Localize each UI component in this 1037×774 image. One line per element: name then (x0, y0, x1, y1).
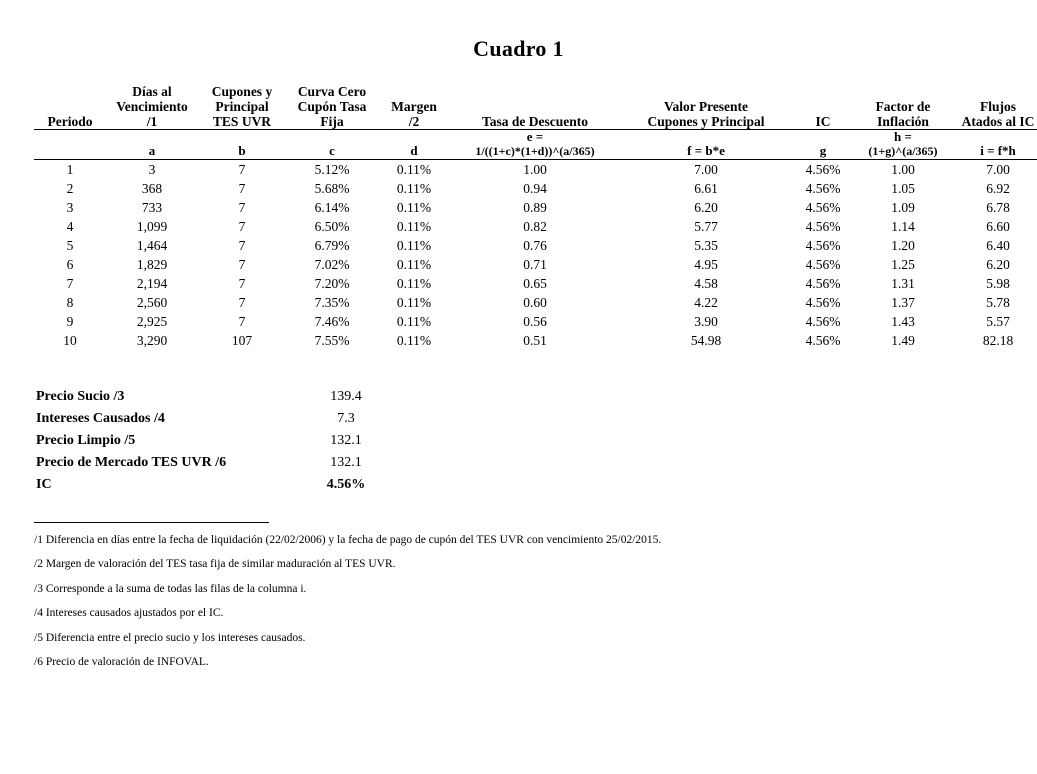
formula-cell-f (620, 130, 792, 159)
header-line: Días al (132, 84, 172, 99)
summary-value: 132.1 (330, 455, 362, 471)
header-line: Periodo (47, 114, 93, 130)
table-row (34, 160, 1037, 179)
cell-margen: 0.11% (396, 180, 432, 196)
formula-expression: (1+g)^(a/365) (868, 144, 938, 159)
cell-flujos: 6.20 (986, 256, 1010, 272)
summary-label: Intereses Causados /4 (36, 411, 165, 427)
cell-valor-presente: 54.98 (690, 332, 722, 348)
table-row (34, 255, 1037, 274)
header-line: Valor Presente (663, 99, 749, 115)
cell-curva: 7.20% (314, 275, 350, 291)
cell-curva: 6.79% (314, 237, 350, 253)
cell-dias: 3 (148, 161, 156, 177)
header-line: Curva Cero (297, 84, 367, 99)
cell-tasa: 0.82 (523, 218, 547, 234)
valuation-table (34, 84, 1037, 350)
cell-ic: 4.56% (805, 180, 841, 196)
header-line: Tasa de Descuento (481, 114, 588, 130)
header-line: Atados al IC (961, 114, 1035, 130)
cell-cupones: 7 (238, 237, 246, 253)
cell-valor-presente: 5.35 (694, 237, 718, 253)
formula-label: b (238, 143, 246, 159)
summary-label: Precio Sucio /3 (36, 389, 125, 405)
cell-dias: 1,099 (136, 218, 168, 234)
cell-flujos: 6.78 (986, 199, 1010, 215)
footnote-3: /3 Corresponde a la suma de todas las filas de la columna i. (34, 582, 307, 595)
column-header-flujos-atados (952, 84, 1037, 130)
cell-margen: 0.11% (396, 161, 432, 177)
cell-flujos: 5.78 (986, 294, 1010, 310)
cell-periodo: 6 (66, 256, 74, 272)
cell-periodo: 8 (66, 294, 74, 310)
cell-ic: 4.56% (805, 275, 841, 291)
footnote-5: /5 Diferencia entre el precio sucio y los intereses causados. (34, 631, 306, 644)
cell-valor-presente: 4.58 (694, 275, 718, 291)
summary-row-precio-mercado (36, 452, 406, 474)
header-line: Inflación (877, 114, 929, 130)
document-page (0, 36, 1037, 774)
header-line: /2 (408, 114, 420, 130)
cell-flujos: 6.60 (986, 218, 1010, 234)
cell-ic: 4.56% (805, 294, 841, 310)
header-line: Principal (215, 99, 269, 115)
cell-factor: 1.25 (891, 256, 915, 272)
header-line: TES UVR (212, 114, 272, 130)
column-header-periodo (34, 84, 106, 130)
formula-label: d (410, 143, 418, 159)
cell-tasa: 0.60 (523, 294, 547, 310)
summary-value: 139.4 (330, 389, 362, 405)
cell-tasa: 1.00 (523, 161, 547, 177)
cell-tasa: 0.56 (523, 313, 547, 329)
table-row (34, 312, 1037, 331)
table-row (34, 274, 1037, 293)
cell-ic: 4.56% (805, 256, 841, 272)
cell-margen: 0.11% (396, 256, 432, 272)
cell-curva: 5.12% (314, 161, 350, 177)
cell-dias: 1,464 (136, 237, 168, 253)
cell-valor-presente: 7.00 (694, 161, 718, 177)
formula-cell-i (952, 130, 1037, 159)
cell-valor-presente: 4.22 (694, 294, 718, 310)
cell-ic: 4.56% (805, 199, 841, 215)
table-row (34, 179, 1037, 198)
cell-ic: 4.56% (805, 332, 841, 348)
summary-row-ic (36, 474, 406, 496)
formula-label: e = (526, 129, 544, 145)
cell-margen: 0.11% (396, 294, 432, 310)
formula-label: g (819, 143, 827, 159)
cell-curva: 5.68% (314, 180, 350, 196)
table-row (34, 217, 1037, 236)
formula-label: i = f*h (980, 143, 1016, 159)
table-row (34, 198, 1037, 217)
cell-cupones: 7 (238, 313, 246, 329)
cell-cupones: 7 (238, 161, 246, 177)
cell-factor: 1.14 (891, 218, 915, 234)
formula-cell-h (854, 130, 952, 159)
header-line: IC (815, 114, 831, 130)
summary-row-precio-sucio (36, 386, 406, 408)
cell-factor: 1.20 (891, 237, 915, 253)
cell-cupones: 7 (238, 294, 246, 310)
cell-periodo: 4 (66, 218, 74, 234)
cell-dias: 2,925 (136, 313, 168, 329)
cell-dias: 368 (141, 180, 163, 196)
cell-dias: 733 (141, 199, 163, 215)
cell-ic: 4.56% (805, 218, 841, 234)
cell-ic: 4.56% (805, 161, 841, 177)
cell-periodo: 7 (66, 275, 74, 291)
formula-label: h = (894, 129, 912, 145)
table-row (34, 331, 1037, 350)
formula-cell-periodo (34, 130, 106, 159)
formula-row (34, 130, 1037, 159)
cell-periodo: 5 (66, 237, 74, 253)
cell-margen: 0.11% (396, 199, 432, 215)
cell-dias: 1,829 (136, 256, 168, 272)
cell-periodo: 2 (66, 180, 74, 196)
cell-valor-presente: 3.90 (694, 313, 718, 329)
footnote-separator (34, 522, 269, 523)
cell-curva: 7.46% (314, 313, 350, 329)
cell-valor-presente: 4.95 (694, 256, 718, 272)
formula-expression: 1/((1+c)*(1+d))^(a/365) (475, 144, 595, 159)
header-line: Cupones y (211, 84, 273, 99)
formula-cell-d (378, 130, 450, 159)
cell-periodo: 1 (66, 161, 74, 177)
cell-cupones: 7 (238, 218, 246, 234)
cell-tasa: 0.76 (523, 237, 547, 253)
formula-label: f = b*e (687, 143, 725, 159)
footnote-1: /1 Diferencia en días entre la fecha de liquidación (22/02/2006) y la fecha de pago de cupón del TES UVR con vencimiento 25/02/2015. (34, 534, 662, 547)
cell-flujos: 7.00 (986, 161, 1010, 177)
summary-value: 132.1 (330, 433, 362, 449)
cell-curva: 6.50% (314, 218, 350, 234)
cell-margen: 0.11% (396, 237, 432, 253)
table-row (34, 293, 1037, 312)
header-line: Vencimiento (116, 99, 188, 115)
cell-factor: 1.09 (891, 199, 915, 215)
column-header-cupones-principal (198, 84, 286, 130)
cell-periodo: 9 (66, 313, 74, 329)
cell-margen: 0.11% (396, 313, 432, 329)
page-title: Cuadro 1 (473, 36, 564, 61)
column-header-curva-cero-cupon (286, 84, 378, 130)
column-header-dias-al-vencimiento (106, 84, 198, 130)
cell-flujos: 6.92 (986, 180, 1010, 196)
header-line: Factor de (875, 99, 931, 115)
column-header-tasa-descuento (450, 84, 620, 130)
formula-cell-g (792, 130, 854, 159)
cell-factor: 1.49 (891, 332, 915, 348)
cell-dias: 3,290 (136, 332, 168, 348)
summary-value: 4.56% (326, 477, 366, 493)
column-header-valor-presente (620, 84, 792, 130)
cell-flujos: 5.98 (986, 275, 1010, 291)
cell-valor-presente: 6.20 (694, 199, 718, 215)
cell-margen: 0.11% (396, 218, 432, 234)
cell-tasa: 0.51 (523, 332, 547, 348)
table-body (34, 160, 1037, 350)
cell-factor: 1.05 (891, 180, 915, 196)
cell-margen: 0.11% (396, 275, 432, 291)
formula-label: c (329, 143, 335, 159)
cell-tasa: 0.94 (523, 180, 547, 196)
cell-margen: 0.11% (396, 332, 432, 348)
cell-tasa: 0.71 (523, 256, 547, 272)
footnotes (34, 533, 1037, 669)
summary-label: Precio de Mercado TES UVR /6 (36, 455, 227, 471)
table-header-row (34, 84, 1037, 130)
formula-label: a (148, 143, 156, 159)
formula-cell-a (106, 130, 198, 159)
header-line: Fija (320, 114, 344, 130)
cell-dias: 2,194 (136, 275, 168, 291)
summary-row-precio-limpio (36, 430, 406, 452)
cell-curva: 7.55% (314, 332, 350, 348)
cell-factor: 1.00 (891, 161, 915, 177)
cell-valor-presente: 6.61 (694, 180, 718, 196)
table-head (34, 84, 1037, 160)
cell-cupones: 7 (238, 199, 246, 215)
summary-table (36, 386, 406, 496)
footnote-4: /4 Intereses causados ajustados por el IC. (34, 607, 224, 620)
formula-cell-b (198, 130, 286, 159)
cell-flujos: 6.40 (986, 237, 1010, 253)
header-line: Cupones y Principal (647, 114, 765, 130)
cell-factor: 1.43 (891, 313, 915, 329)
cell-tasa: 0.65 (523, 275, 547, 291)
summary-value: 7.3 (337, 411, 355, 427)
cell-periodo: 3 (66, 199, 74, 215)
cell-cupones: 7 (238, 275, 246, 291)
formula-cell-c (286, 130, 378, 159)
cell-tasa: 0.89 (523, 199, 547, 215)
cell-flujos: 5.57 (986, 313, 1010, 329)
summary-label: Precio Limpio /5 (36, 433, 136, 449)
cell-periodo: 10 (63, 332, 77, 348)
summary-row-intereses-causados (36, 408, 406, 430)
summary-label: IC (36, 477, 52, 493)
column-header-margen (378, 84, 450, 130)
cell-flujos: 82.18 (982, 332, 1014, 348)
cell-ic: 4.56% (805, 313, 841, 329)
cell-curva: 7.35% (314, 294, 350, 310)
cell-factor: 1.31 (891, 275, 915, 291)
column-header-factor-inflacion (854, 84, 952, 130)
cell-valor-presente: 5.77 (694, 218, 718, 234)
cell-curva: 6.14% (314, 199, 350, 215)
cell-dias: 2,560 (136, 294, 168, 310)
header-line: /1 (146, 114, 158, 130)
column-header-ic (792, 84, 854, 130)
header-line: Flujos (979, 99, 1016, 115)
header-line: Cupón Tasa (297, 99, 367, 115)
cell-ic: 4.56% (805, 237, 841, 253)
cell-cupones: 7 (238, 256, 246, 272)
cell-cupones: 107 (231, 332, 253, 348)
header-line: Margen (391, 99, 437, 115)
footnote-6: /6 Precio de valoración de INFOVAL. (34, 655, 209, 668)
cell-factor: 1.37 (891, 294, 915, 310)
cell-curva: 7.02% (314, 256, 350, 272)
footnote-2: /2 Margen de valoración del TES tasa fija de similar maduración al TES UVR. (34, 558, 396, 571)
formula-cell-e (450, 130, 620, 159)
cell-cupones: 7 (238, 180, 246, 196)
table-row (34, 236, 1037, 255)
